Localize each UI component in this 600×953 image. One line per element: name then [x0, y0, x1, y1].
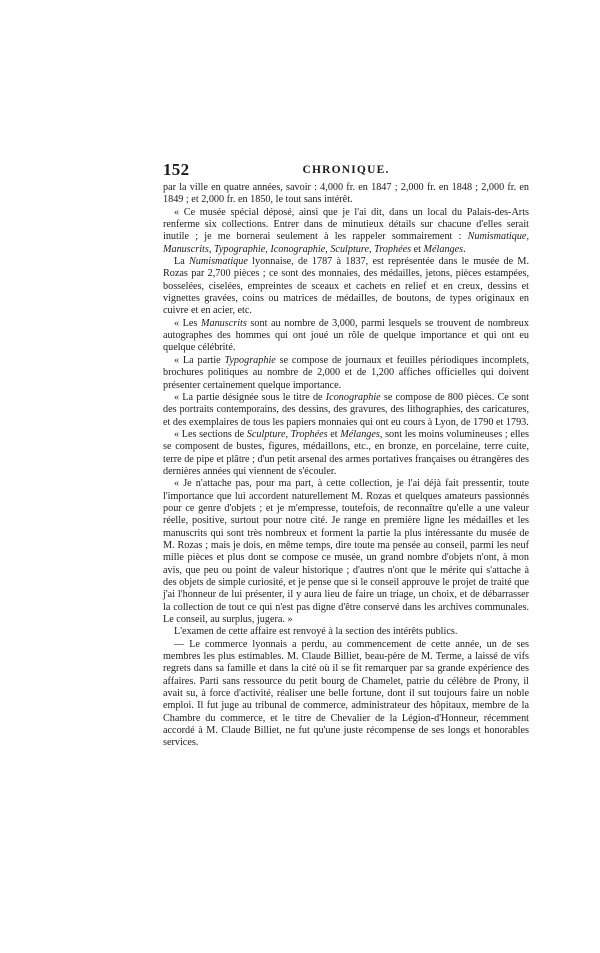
paragraph: « La partie désignée sous le titre de Iconographie se compose de 800 pièces. Ce sont des portraits contemporains, des dessins, des gravures, des lithographies, des caricatures, et des exemplaires de tous les papiers monnaies qui ont eu cours à Lyon, de 1790 et 1793.	[163, 391, 529, 428]
paragraph: par la ville en quatre années, savoir : 4,000 fr. en 1847 ; 2,000 fr. en 1848 ; 2,000 fr. en 1849 ; et 2,000 fr. en 1850, le tout sans intérêt.	[163, 182, 529, 206]
paragraph: « Ce musée spécial déposé, ainsi que je l'ai dit, dans un local du Palais-des-Arts renferme six collections. Entrer dans de minutieux détails sur chacune d'elles serait inutile ; je me bornerai seulement à les rappeler sommairement : Numismatique, Manuscrits, Typographie, Iconographie, Sculpture, Trophées et Mélanges.	[163, 206, 529, 255]
body-text	[163, 182, 529, 750]
paragraph: — Le commerce lyonnais a perdu, au commencement de cette année, un de ses membres les plus estimables. M. Claude Billiet, beau-père de M. Terme, a laissé de vifs regrets dans sa famille et dans la cité où il se fit remarquer par sa grande expérience des affaires. Parti sans ressource du petit bourg de Chamelet, patrie du célèbre de Prony, il avait su, à force d'activité, réaliser une belle fortune, dont il sut toujours faire un noble emploi. Il fut juge au tribunal de commerce, administrateur des hôpitaux, membre de la Chambre du commerce, et le titre de Chevalier de la Légion-d'Honneur, récemment accordé à M. Claude Billiet, ne fut qu'une juste récompense de ses longs et honorables services.	[163, 638, 529, 749]
running-title: CHRONIQUE.	[302, 164, 390, 176]
paragraph: « Les Manuscrits sont au nombre de 3,000, parmi lesquels se trouvent de nombreux autographes des hommes qui ont joué un rôle de quelque importance et qui ont eu quelque célébrité.	[163, 317, 529, 354]
page-number: 152	[163, 160, 190, 179]
paragraph: « La partie Typographie se compose de journaux et feuilles périodiques incomplets, brochures politiques au nombre de 2,000 et de 1,200 affiches officielles qui doivent présenter certainement quelque importance.	[163, 354, 529, 391]
paragraph: L'examen de cette affaire est renvoyé à la section des intérêts publics.	[174, 626, 458, 638]
paragraph: « Les sections de Sculpture, Trophées et Mélanges, sont les moins volumineuses ; elles se composent de bustes, figures, médaillons, etc., en bronze, en porcelaine, terre cuite, terre de pipe et plâtre ; d'un petit arsenal des armes portatives françaises ou étrangères des dernières années qui viennent de s'écouler.	[163, 428, 529, 477]
paragraph: « Je n'attache pas, pour ma part, à cette collection, je l'ai déjà fait pressentir, toute l'importance que lui accordent naturellement M. Rozas et quelques amateurs passionnés pour ce genre d'objets ; et je m'empresse, toutefois, de reconnaître qu'elle a une valeur réelle, positive, surtout pour notre cité. Je range en première ligne les médailles et les manuscrits qui sont très nombreux et forment la partie la plus intéressante du musée de M. Rozas ; mais je dois, en même temps, dire toute ma pensée au conseil, parmi les neuf mille pièces et plus dont se compose ce musée, un grand nombre d'objets n'ont, à mon avis, que peu ou point de valeur historique ; d'autres n'ont que le mérite qui s'attache à des objets de simple curiosité, et je pense que si le conseil approuve le projet de traité que j'ai l'honneur de lui présenter, il y aura lieu de faire un triage, un choix, et de débarrasser la collection de tout ce qui n'est pas digne d'être conservé dans les archives communales. Le conseil, au surplus, jugera. »	[163, 478, 529, 626]
page-header	[163, 162, 529, 182]
paragraph: La Numismatique lyonnaise, de 1787 à 1837, est représentée dans le musée de M. Rozas par 2,700 pièces ; ce sont des monnaies, des médailles, jetons, pièces estampées, bosselées, ciselées, empreintes de sceaux et cachets en relief et en creux, dessins et vignettes gravées, coins ou matrices de médailles, de boutons, de types originaux en cuivre et en acier, etc.	[163, 256, 529, 317]
